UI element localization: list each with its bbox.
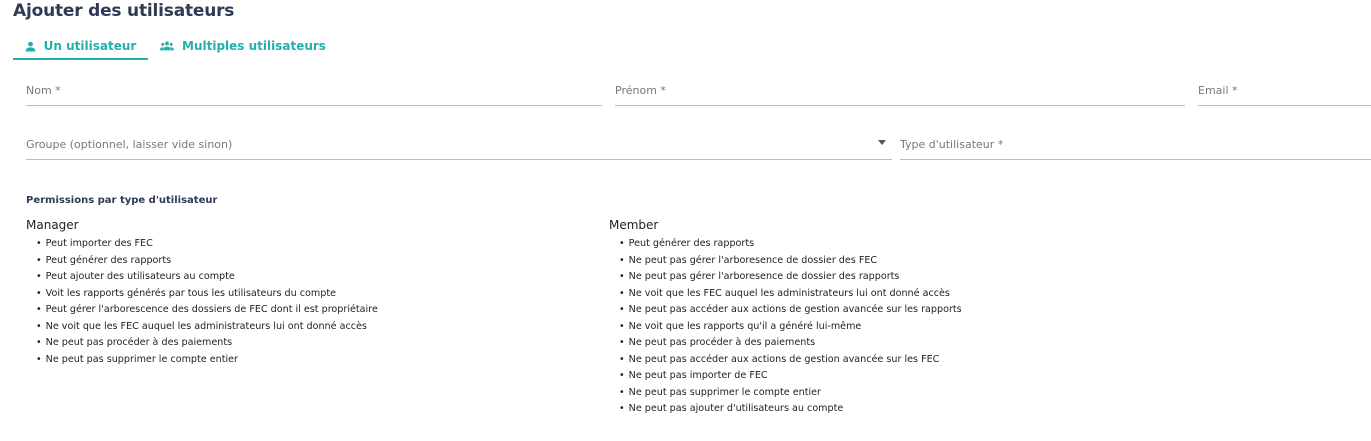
list-item: • Ne voit que les rapports qu'il a généré lui-même: [619, 319, 962, 336]
list-item: • Ne voit que les FEC auquel les administrateurs lui ont donné accès: [36, 319, 378, 336]
manager-permission-list: [26, 236, 378, 368]
list-item: • Ne peut pas supprimer le compte entier: [36, 352, 378, 369]
list-item: • Ne peut pas procéder à des paiements: [36, 335, 378, 352]
member-heading: Member: [609, 218, 659, 232]
type-utilisateur-input[interactable]: [900, 130, 1371, 158]
list-item: • Peut générer des rapports: [619, 236, 962, 253]
type-field: [900, 130, 1371, 160]
nom-input[interactable]: [26, 76, 602, 104]
page-title: Ajouter des utilisateurs: [13, 1, 235, 21]
tab-single-user-label: Un utilisateur: [43, 39, 137, 53]
manager-permissions: [26, 218, 378, 368]
list-item: • Voit les rapports générés par tous les utilisateurs du compte: [36, 286, 378, 303]
prenom-field: [615, 76, 1185, 106]
person-icon: [25, 41, 36, 52]
email-input[interactable]: [1198, 76, 1371, 104]
groupe-field: [26, 130, 892, 160]
tab-multiple-users[interactable]: [160, 34, 326, 58]
list-item: • Ne peut pas gérer l'arboresence de dossier des rapports: [619, 269, 962, 286]
dropdown-arrow-icon[interactable]: [878, 140, 886, 145]
tab-multiple-users-label: Multiples utilisateurs: [182, 39, 326, 53]
list-item: • Ne peut pas accéder aux actions de gestion avancée sur les rapports: [619, 302, 962, 319]
prenom-input[interactable]: [615, 76, 1185, 104]
group-icon: [160, 41, 174, 51]
groupe-select[interactable]: [26, 130, 892, 158]
member-permissions: [609, 218, 962, 418]
list-item: • Ne peut pas importer de FEC: [619, 368, 962, 385]
list-item: • Peut importer des FEC: [36, 236, 378, 253]
list-item: • Ne peut pas procéder à des paiements: [619, 335, 962, 352]
list-item: • Ne peut pas gérer l'arboresence de dossier des FEC: [619, 253, 962, 270]
permissions-title: Permissions par type d'utilisateur: [26, 195, 218, 206]
manager-heading: Manager: [26, 218, 79, 232]
list-item: • Ne peut pas accéder aux actions de gestion avancée sur les FEC: [619, 352, 962, 369]
tab-single-user[interactable]: [13, 34, 148, 60]
nom-field: [26, 76, 602, 106]
list-item: • Peut gérer l'arborescence des dossiers de FEC dont il est propriétaire: [36, 302, 378, 319]
list-item: • Ne peut pas supprimer le compte entier: [619, 385, 962, 402]
list-item: • Ne peut pas ajouter d'utilisateurs au compte: [619, 401, 962, 418]
email-field: [1198, 76, 1371, 106]
list-item: • Peut générer des rapports: [36, 253, 378, 270]
list-item: • Ne voit que les FEC auquel les administrateurs lui ont donné accès: [619, 286, 962, 303]
list-item: • Peut ajouter des utilisateurs au compte: [36, 269, 378, 286]
member-permission-list: [609, 236, 962, 418]
